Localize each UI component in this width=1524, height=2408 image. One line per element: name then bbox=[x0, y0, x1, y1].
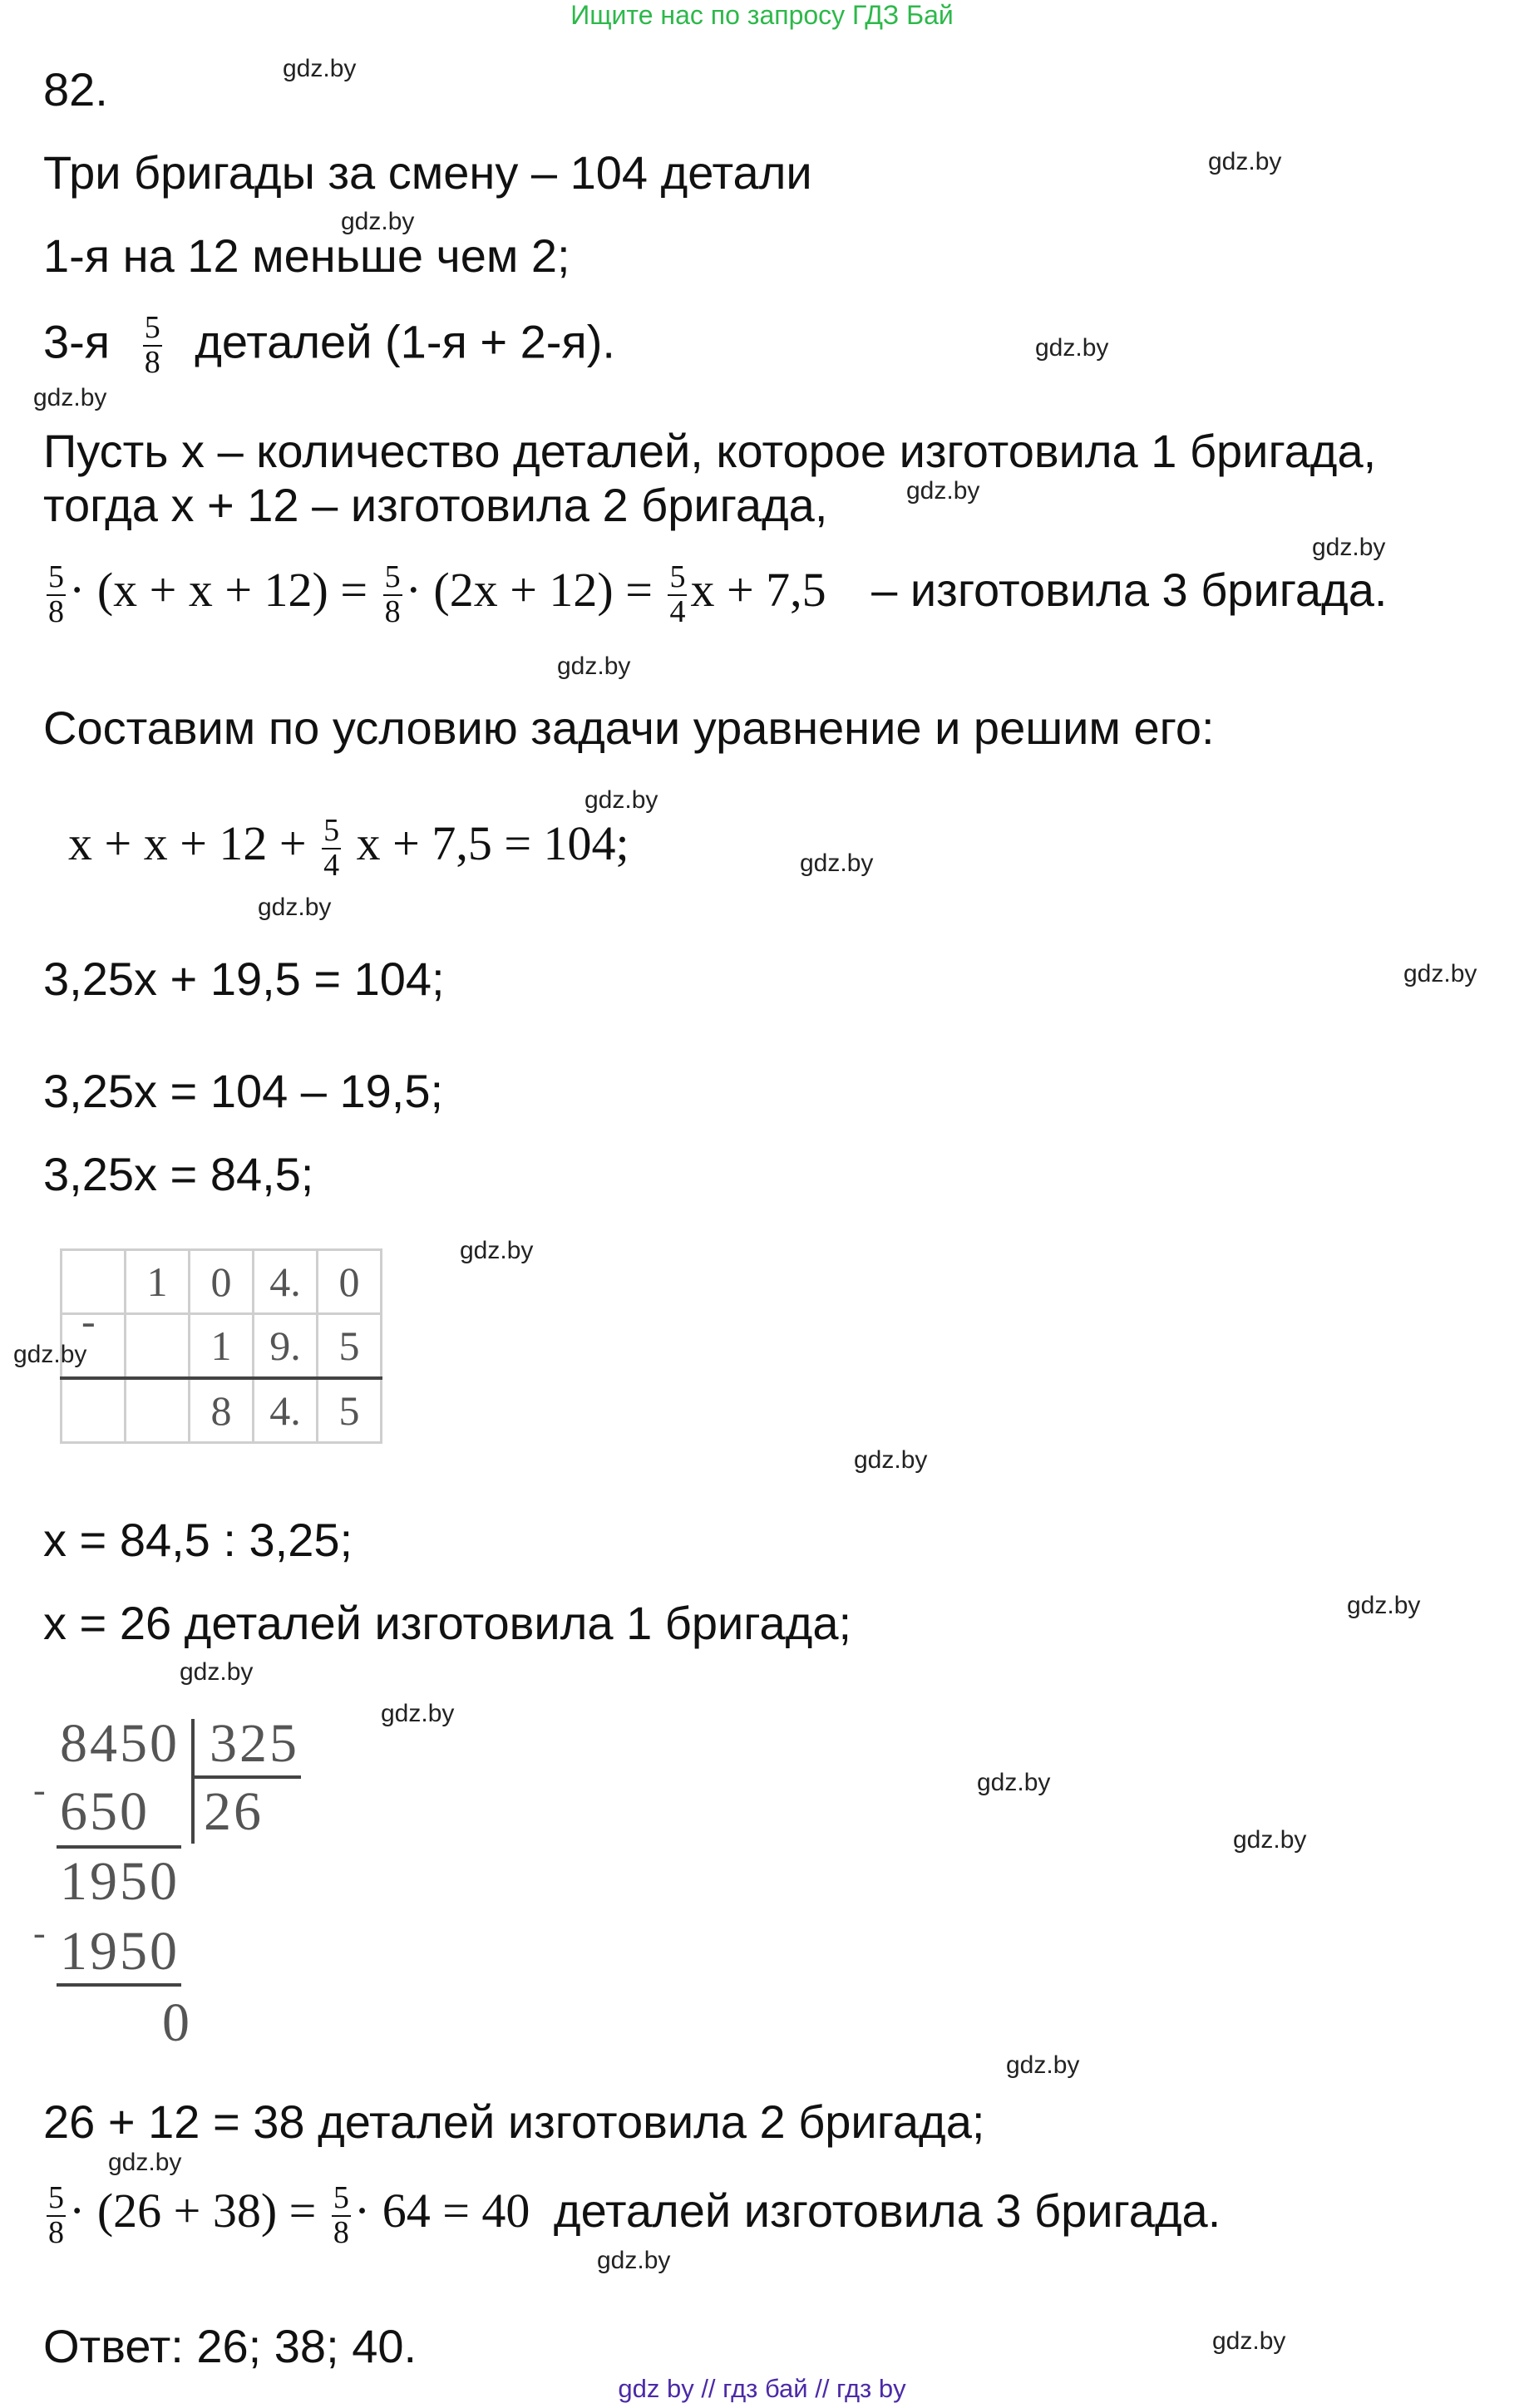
watermark: gdz.by bbox=[180, 1658, 254, 1686]
fraction: $\frac{5}{4}$ bbox=[669, 559, 686, 629]
watermark: gdz.by bbox=[1208, 148, 1282, 175]
condition-line-3-suffix: деталей (1-я + 2-я). bbox=[195, 315, 615, 368]
watermark: gdz.by bbox=[1035, 334, 1109, 362]
watermark: gdz.by bbox=[460, 1237, 534, 1264]
subtraction-row: 8 4. 5 bbox=[62, 1378, 382, 1443]
step-2: 3,25x = 104 – 19,5; bbox=[43, 1065, 444, 1117]
let-line-2: тогда x + 12 – изготовила 2 бригада, bbox=[43, 479, 828, 531]
watermark: gdz.by bbox=[1212, 2327, 1286, 2355]
division-line-1 bbox=[57, 1845, 181, 1849]
subtraction-grid bbox=[60, 1248, 382, 1444]
long-division bbox=[33, 1712, 316, 2061]
watermark: gdz.by bbox=[854, 1446, 928, 1474]
remainder-final: 0 bbox=[162, 1992, 192, 2053]
subtraction-row: 1 0 4. 0 bbox=[62, 1250, 382, 1314]
expression-brigade-3 bbox=[43, 561, 1387, 629]
equation-left: x + x + 12 + bbox=[68, 816, 307, 871]
answer: Ответ: 26; 38; 40. bbox=[43, 2320, 417, 2372]
watermark: gdz.by bbox=[584, 786, 658, 814]
condition-line-1: Три бригады за смену – 104 детали bbox=[43, 146, 812, 199]
quotient: 26 bbox=[204, 1781, 264, 1842]
division-horizontal-line bbox=[193, 1775, 301, 1779]
subtrahend-1: 650 bbox=[60, 1781, 150, 1842]
minus-sign: - bbox=[33, 1770, 48, 1810]
subtraction-row: 1 9. 5 bbox=[62, 1314, 382, 1379]
watermark: gdz.by bbox=[1347, 1592, 1421, 1619]
brigade-3-text: деталей изготовила 3 бригада. bbox=[553, 2184, 1221, 2238]
subtraction-minus-sign: - bbox=[81, 1298, 96, 1344]
watermark: gdz.by bbox=[341, 208, 415, 235]
watermark: gdz.by bbox=[1403, 960, 1477, 987]
brigade-2-result: 26 + 12 = 38 деталей изготовила 2 бригада; bbox=[43, 2095, 985, 2148]
division-vertical-line bbox=[191, 1719, 195, 1844]
expr-part-1: · (x + x + 12) = bbox=[69, 563, 368, 618]
watermark: gdz.by bbox=[381, 1700, 455, 1727]
expr-part-3: x + 7,5 bbox=[690, 563, 826, 618]
watermark: gdz.by bbox=[108, 2149, 182, 2176]
dividend: 8450 bbox=[60, 1713, 180, 1774]
divisor: 325 bbox=[210, 1713, 299, 1774]
condition-line-2: 1-я на 12 меньше чем 2; bbox=[43, 229, 570, 282]
watermark: gdz.by bbox=[557, 652, 631, 680]
fraction: $\frac{5}{8}$ bbox=[48, 2180, 64, 2250]
watermark: gdz.by bbox=[33, 384, 107, 411]
compose-equation-text: Составим по условию задачи уравнение и решим его: bbox=[43, 702, 1215, 754]
solution-line-1: x = 84,5 : 3,25; bbox=[43, 1514, 353, 1566]
expr-part-2: · (2x + 12) = bbox=[405, 563, 653, 618]
brigade-3-mid: · (26 + 38) = bbox=[69, 2184, 317, 2238]
watermark: gdz.by bbox=[283, 55, 357, 82]
fraction: $\frac{5}{8}$ bbox=[48, 559, 64, 629]
footer-links[interactable]: gdz by // гдз бай // гдз by bbox=[618, 2374, 906, 2403]
watermark: gdz.by bbox=[906, 477, 980, 505]
watermark: gdz.by bbox=[1006, 2051, 1080, 2079]
solution-line-2: x = 26 деталей изготовила 1 бригада; bbox=[43, 1597, 852, 1649]
brigade-3-result bbox=[43, 2182, 1221, 2250]
brigade-3-tail: · 64 = 40 bbox=[353, 2184, 530, 2238]
watermark: gdz.by bbox=[800, 849, 874, 877]
watermark: gdz.by bbox=[13, 1341, 87, 1368]
problem-number: 82. bbox=[43, 63, 108, 116]
condition-line-3 bbox=[43, 312, 615, 380]
watermark: gdz.by bbox=[977, 1769, 1051, 1796]
subtrahend-2: 1950 bbox=[60, 1921, 180, 1982]
let-line-1: Пусть x – количество деталей, которое изготовила 1 бригада, bbox=[43, 425, 1377, 477]
watermark: gdz.by bbox=[258, 894, 332, 921]
fraction: $\frac{5}{8}$ bbox=[333, 2180, 349, 2250]
remainder-1: 1950 bbox=[60, 1851, 180, 1912]
main-equation bbox=[68, 815, 629, 883]
fraction: $\frac{5}{8}$ bbox=[384, 559, 401, 629]
condition-line-3-prefix: 3-я bbox=[43, 315, 111, 368]
watermark: gdz.by bbox=[1233, 1826, 1307, 1854]
minus-sign: - bbox=[33, 1913, 48, 1953]
fraction: $\frac{5}{4}$ bbox=[323, 813, 340, 883]
watermark: gdz.by bbox=[597, 2247, 671, 2274]
division-line-2 bbox=[57, 1983, 181, 1987]
equation-right: x + 7,5 = 104; bbox=[356, 816, 629, 871]
expr-text: – изготовила 3 бригада. bbox=[871, 564, 1388, 617]
fraction-five-eighths: $\frac{5}{8}$ bbox=[144, 310, 160, 380]
step-1: 3,25x + 19,5 = 104; bbox=[43, 953, 445, 1005]
header-banner[interactable]: Ищите нас по запросу ГДЗ Бай bbox=[570, 0, 954, 30]
step-3: 3,25x = 84,5; bbox=[43, 1148, 314, 1200]
watermark: gdz.by bbox=[1312, 534, 1386, 561]
